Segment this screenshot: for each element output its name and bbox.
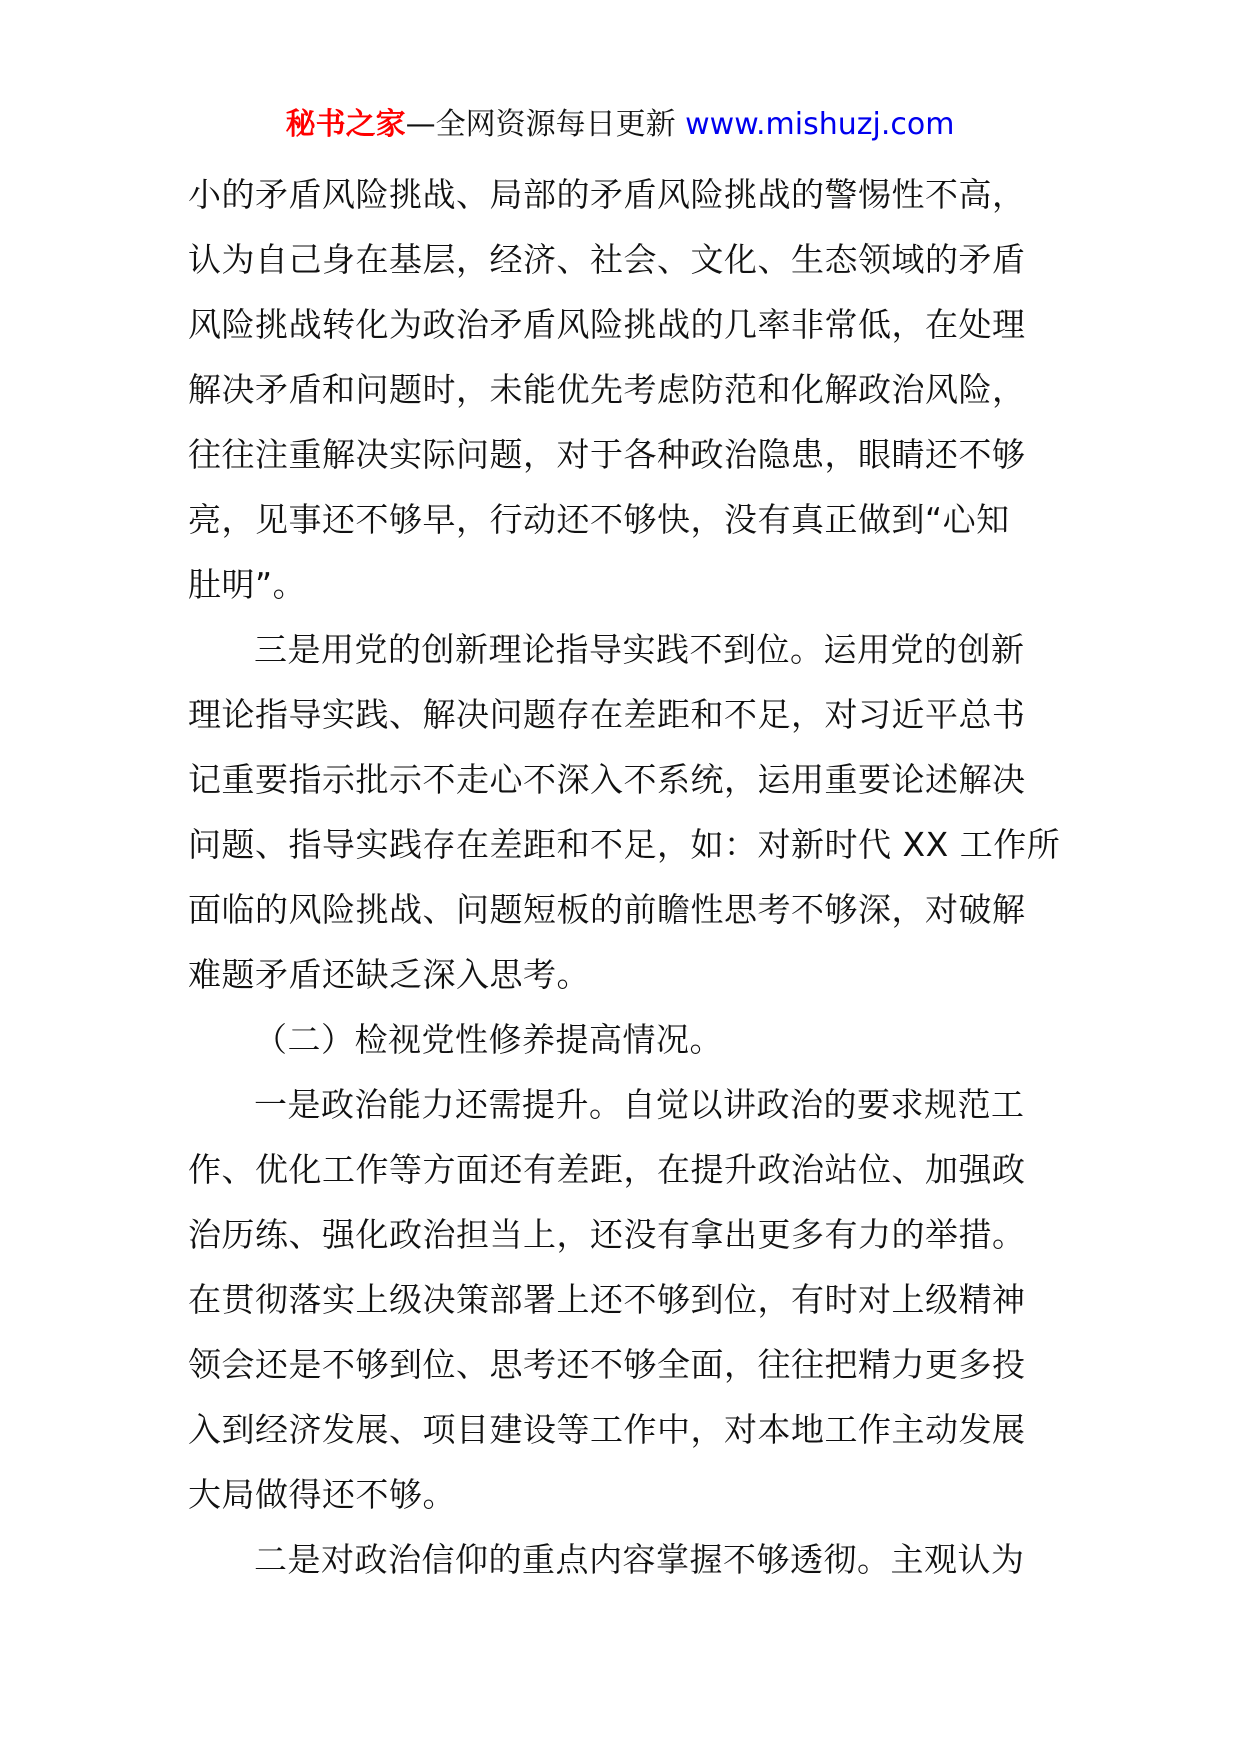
document-body (188, 162, 1061, 1592)
text-line: 作、优化工作等方面还有差距，在提升政治站位、加强政 (188, 1150, 1026, 1189)
text-line: 记重要指示批示不走心不深入不系统，运用重要论述解决 (188, 760, 1026, 799)
text-line: 肚明”。 (188, 565, 307, 604)
text-line: 认为自己身在基层，经济、社会、文化、生态领域的矛盾 (188, 240, 1026, 279)
text-line: 亮，见事还不够早，行动还不够快，没有真正做到“心知 (188, 500, 1010, 539)
text-line: 难题矛盾还缺乏深入思考。 (188, 955, 590, 994)
text-line: 在贯彻落实上级决策部署上还不够到位，有时对上级精神 (188, 1280, 1026, 1319)
paragraph-start-line: 二是对政治信仰的重点内容掌握不够透彻。主观认为 (254, 1540, 1025, 1579)
site-url-link[interactable]: www.mishuzj.com (685, 107, 955, 142)
text-line: 小的矛盾风险挑战、局部的矛盾风险挑战的警惕性不高， (188, 175, 1026, 214)
site-header (0, 100, 1240, 150)
text-line: 领会还是不够到位、思考还不够全面，往往把精力更多投 (188, 1345, 1026, 1384)
text-line: 解决矛盾和问题时，未能优先考虑防范和化解政治风险， (188, 370, 1026, 409)
text-line: 理论指导实践、解决问题存在差距和不足，对习近平总书 (188, 695, 1026, 734)
section-heading: （二）检视党性修养提高情况。 (254, 1020, 723, 1059)
site-tagline: —全网资源每日更新 (405, 107, 686, 142)
text-line: 风险挑战转化为政治矛盾风险挑战的几率非常低，在处理 (188, 305, 1026, 344)
text-line: 治历练、强化政治担当上，还没有拿出更多有力的举措。 (188, 1215, 1026, 1254)
text-line: 问题、指导实践存在差距和不足，如：对新时代 XX 工作所 (188, 825, 1061, 864)
text-line: 大局做得还不够。 (188, 1475, 456, 1514)
text-line: 往往注重解决实际问题，对于各种政治隐患，眼睛还不够 (188, 435, 1026, 474)
site-brand: 秘书之家 (285, 107, 406, 142)
text-line: 面临的风险挑战、问题短板的前瞻性思考不够深，对破解 (188, 890, 1026, 929)
paragraph-start-line: 三是用党的创新理论指导实践不到位。运用党的创新 (254, 630, 1025, 669)
text-line: 入到经济发展、项目建设等工作中，对本地工作主动发展 (188, 1410, 1026, 1449)
paragraph-start-line: 一是政治能力还需提升。自觉以讲政治的要求规范工 (254, 1085, 1025, 1124)
